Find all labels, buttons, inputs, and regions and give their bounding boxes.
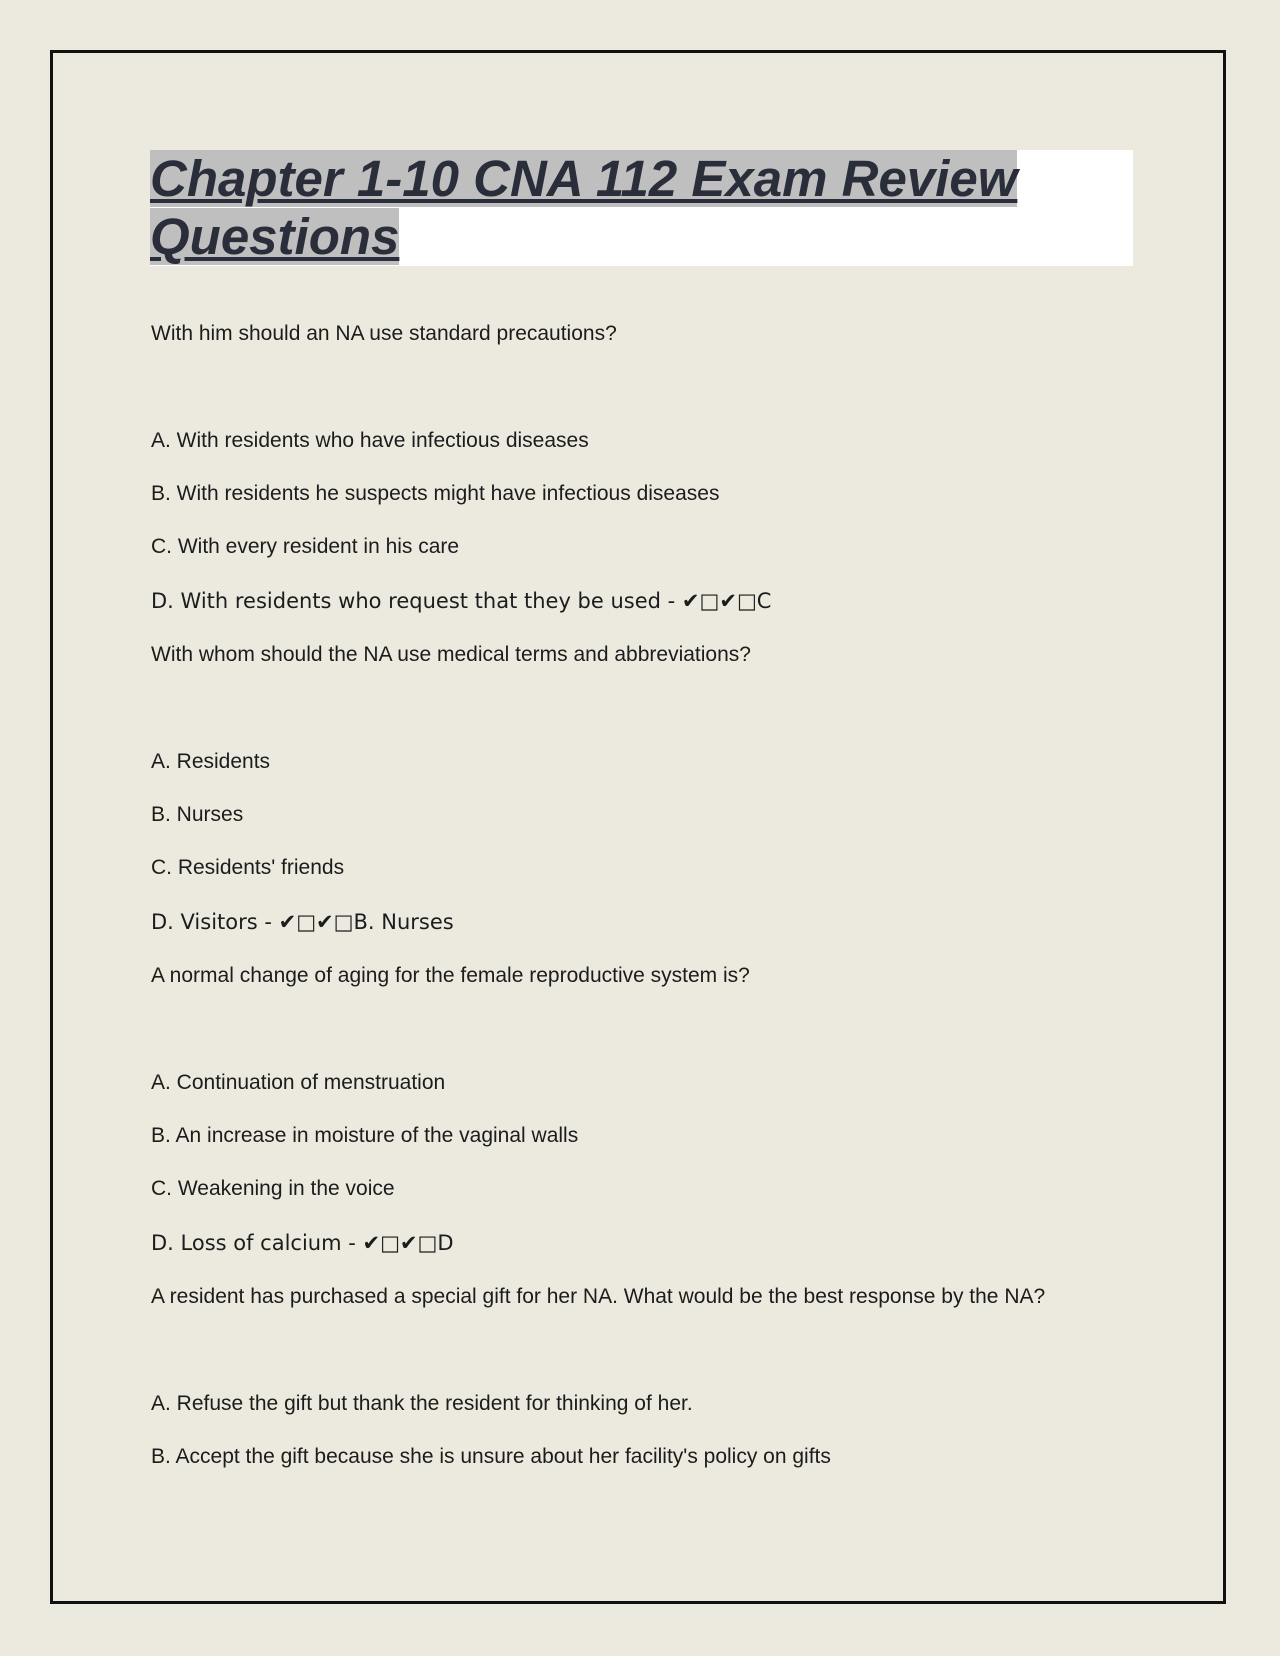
question-3: A normal change of aging for the female reproductive system is?: [151, 964, 750, 987]
q2-option-a: A. Residents: [151, 750, 271, 773]
question-1: With him should an NA use standard precautions?: [151, 322, 617, 345]
q1-option-d-answer: D. With residents who request that they be used - ✔□✔□C: [151, 589, 772, 613]
document-title: [150, 150, 1017, 266]
q1-option-c: C. With every resident in his care: [151, 535, 460, 558]
q3-option-d-answer: D. Loss of calcium - ✔□✔□D: [151, 1231, 454, 1255]
q4-option-b: B. Accept the gift because she is unsure about her facility's policy on gifts: [151, 1445, 831, 1468]
title-line-2: Questions: [150, 208, 400, 265]
q2-option-d-answer: D. Visitors - ✔□✔□B. Nurses: [151, 910, 454, 934]
title-line-1: Chapter 1-10 CNA 112 Exam Review: [150, 150, 1018, 207]
q1-option-a: A. With residents who have infectious diseases: [151, 429, 589, 452]
question-2: With whom should the NA use medical terms and abbreviations?: [151, 643, 751, 666]
q4-option-a: A. Refuse the gift but thank the resident for thinking of her.: [151, 1392, 693, 1415]
q1-option-b: B. With residents he suspects might have infectious diseases: [151, 482, 720, 505]
q3-option-b: B. An increase in moisture of the vaginal walls: [151, 1124, 579, 1147]
q2-option-b: B. Nurses: [151, 803, 244, 826]
q2-option-c: C. Residents' friends: [151, 856, 345, 879]
question-4: A resident has purchased a special gift for her NA. What would be the best response by the NA?: [151, 1285, 1046, 1308]
q3-option-a: A. Continuation of menstruation: [151, 1071, 446, 1094]
q3-option-c: C. Weakening in the voice: [151, 1177, 395, 1200]
